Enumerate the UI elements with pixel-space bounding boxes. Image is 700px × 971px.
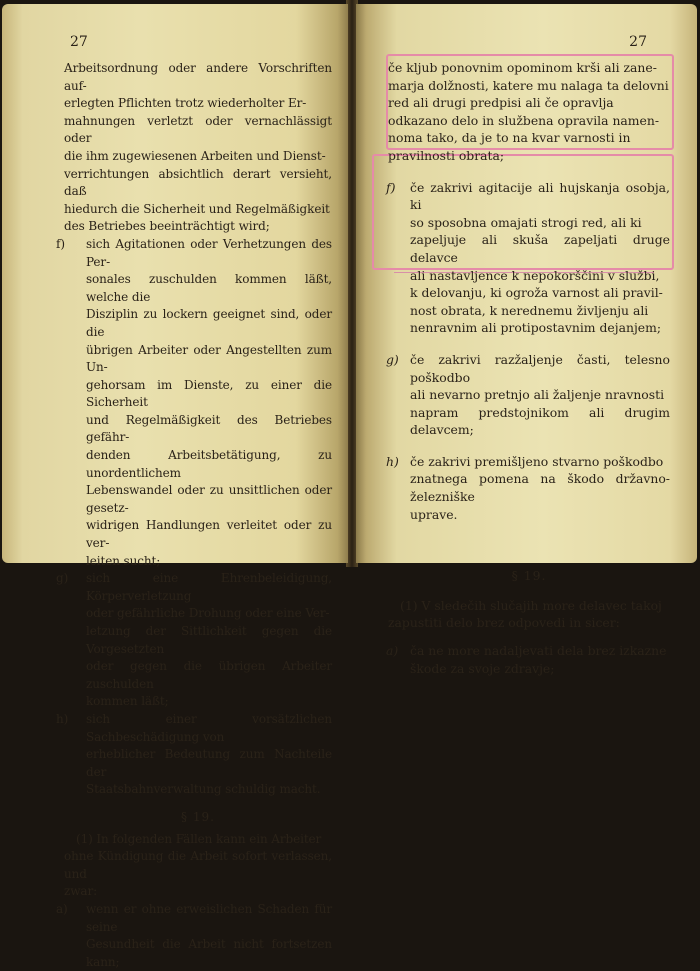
- text-line: Lebenswandel oder zu unsittlichen oder gesetz-: [86, 483, 332, 515]
- text-line: oder gefährliche Drohung oder eine Ver-: [86, 606, 330, 621]
- text-line: die ihm zugewiesenen Arbeiten und Dienst-: [64, 148, 326, 163]
- text-line: denden Arbeitsbetätigung, zu unordentlichem: [86, 448, 332, 480]
- text-line: (1) V sledečih slučajih more delavec takoj: [400, 597, 662, 613]
- section-heading: § 19.: [181, 809, 215, 824]
- list-item: [388, 642, 670, 677]
- left-page: [2, 4, 348, 969]
- text-line: odkazano delo in službena opravila namen-: [388, 112, 660, 128]
- text-line: zwar:: [64, 884, 98, 899]
- text-line: noma tako, da je to na kvar varnosti in: [388, 130, 631, 146]
- text-line: škode za svoje zdravje;: [410, 660, 555, 676]
- section-heading: § 19.: [511, 568, 547, 584]
- text-line: če zakrivi premišljeno stvarno poškodbo: [410, 453, 664, 469]
- left-page-text: [56, 60, 332, 971]
- text-line: verrichtungen absichtlich derart versieht, daß: [64, 166, 332, 199]
- list-item: [388, 179, 670, 337]
- text-line: gehorsam im Dienste, zu einer die Sicherheit: [86, 377, 332, 410]
- text-line: napram predstojnikom ali drugim delavcem;: [410, 404, 670, 438]
- text-line: und Regelmäßigkeit des Betriebes gefähr-: [86, 412, 332, 445]
- list-item: [56, 236, 332, 570]
- list-item: [56, 711, 332, 799]
- list-item-marker: f): [56, 236, 65, 251]
- right-page-text: [388, 59, 670, 677]
- list-item: [388, 351, 670, 439]
- text-line: pravilnosti obrata;: [388, 147, 505, 163]
- text-line: k delovanju, ki ogroža varnost ali pravil-: [410, 285, 663, 301]
- list-item: [56, 570, 332, 711]
- text-line: ali nevarno pretnjo ali žaljenje nravnosti: [410, 387, 665, 403]
- text-line: ohne Kündigung die Arbeit sofort verlassen, und: [64, 849, 332, 881]
- right-page-number: 27: [629, 34, 647, 50]
- list-item: [388, 453, 670, 523]
- text-line: sich eine Ehrenbeleidigung, Körperverletzung: [86, 571, 332, 603]
- text-line: wenn er ohne erweislichen Schaden für seine: [86, 901, 332, 934]
- list-item-marker: f): [386, 179, 396, 195]
- text-line: ali nastavljence k nepokorščini v službi,: [410, 267, 660, 283]
- text-line: mahnungen verletzt oder vernachlässigt oder: [64, 113, 332, 146]
- list-item-marker: a): [386, 643, 399, 659]
- text-line: letzung der Sittlichkeit gegen die Vorgesetzten: [86, 624, 332, 656]
- text-line: so sposobna omajati strogi red, ali ki: [410, 214, 642, 230]
- text-line: des Betriebes beeinträchtigt wird;: [64, 219, 270, 234]
- list-item-marker: g): [56, 571, 69, 586]
- text-line: uprave.: [410, 506, 458, 522]
- list-item-marker: h): [56, 711, 69, 726]
- list-item: [56, 901, 332, 971]
- list-item-marker: g): [386, 351, 399, 367]
- text-line: hiedurch die Sicherheit und Regelmäßigkeit: [64, 201, 330, 216]
- text-line: marja dolžnosti, katere mu nalaga ta delovni: [388, 77, 669, 93]
- text-line: nost obrata, k nerednemu življenju ali: [410, 302, 649, 318]
- text-line: zapeljuje ali skuša zapeljati druge delavce: [410, 232, 670, 265]
- text-line: Arbeitsordnung oder andere Vorschriften auf-: [64, 61, 332, 93]
- text-line: widrigen Handlungen verleitet oder zu ver-: [86, 518, 332, 551]
- text-line: red ali drugi predpisi ali če opravlja: [388, 95, 614, 111]
- text-line: nenravnim ali protipostavnim dejanjem;: [410, 320, 662, 336]
- text-line: sonales zuschulden kommen läßt, welche die: [86, 272, 332, 304]
- text-line: če zakrivi razžaljenje časti, telesno poškodbo: [410, 351, 670, 385]
- text-line: erheblicher Bedeutung zum Nachteile der: [86, 747, 332, 779]
- text-line: sich Agitationen oder Verhetzungen des Per-: [86, 236, 332, 269]
- text-line: (1) In folgenden Fällen kann ein Arbeiter: [76, 831, 322, 846]
- text-line: Disziplin zu lockern geeignet sind, oder die: [86, 307, 332, 339]
- text-line: erlegten Pflichten trotz wiederholter Er-: [64, 96, 307, 111]
- text-line: Staatsbahnverwaltung schuldig macht.: [86, 782, 321, 797]
- text-line: sich einer vorsätzlichen Sachbeschädigung von: [86, 711, 332, 744]
- text-line: ča ne more nadaljevati dela brez izkazne: [410, 643, 667, 659]
- list-item-marker: h): [386, 453, 399, 469]
- text-line: kommen läßt;: [86, 694, 169, 709]
- text-line: leiten sucht;: [86, 553, 161, 568]
- text-line: če kljub ponovnim opominom krši ali zane-: [388, 60, 657, 75]
- text-line: oder gegen die übrigen Arbeiter zuschulden: [86, 659, 332, 691]
- text-line: če zakrivi agitacije ali hujskanja osobja, ki: [410, 179, 670, 213]
- text-line: übrigen Arbeiter oder Angestellten zum Un-: [86, 342, 332, 375]
- text-line: znatnega pomena na škodo državno-železniške: [410, 471, 670, 505]
- left-page-number: 27: [70, 34, 88, 50]
- right-page: [356, 4, 697, 676]
- text-line: zapustiti delo brez odpovedi in sicer:: [388, 615, 620, 631]
- text-line: Gesundheit die Arbeit nicht fortsetzen kann;: [86, 937, 332, 969]
- list-item-marker: a): [56, 901, 68, 916]
